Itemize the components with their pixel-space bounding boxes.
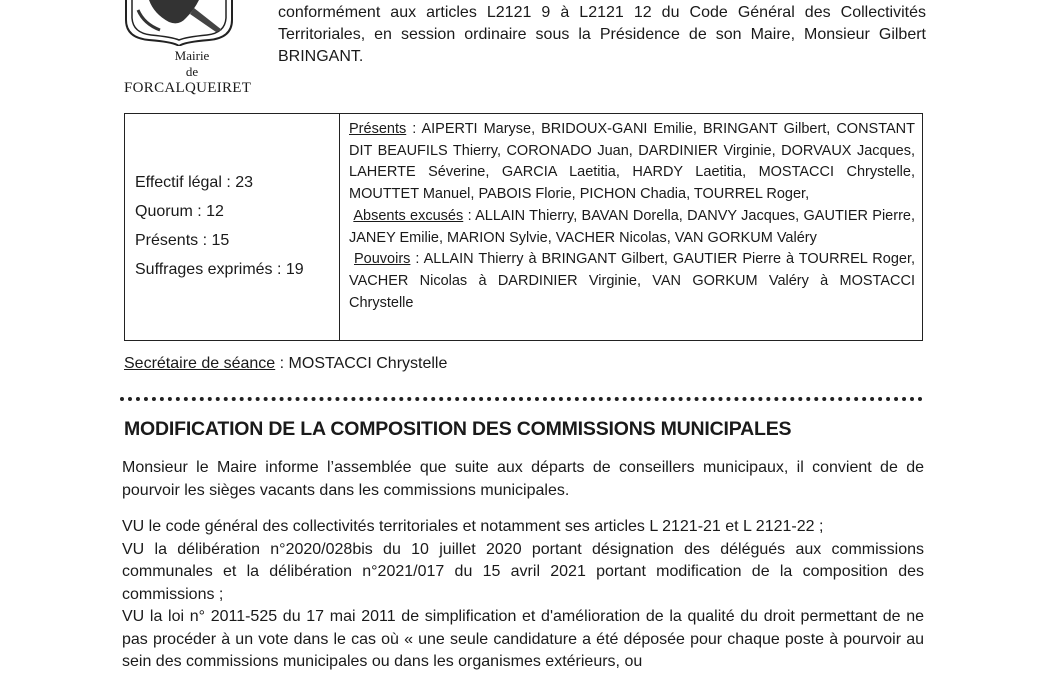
pouvoirs-names: : ALLAIN Thierry à BRINGANT Gilbert, GAUTIER Pierre à TOURREL Roger, VACHER Nicolas à DARDINIER Virginie, VAN GORKUM Valéry à MOSTACCI Chrystelle [349, 251, 915, 311]
secretaire-label: Secrétaire de séance [124, 355, 276, 372]
dotted-separator [120, 397, 923, 401]
intro-paragraph: conformément aux articles L2121 9 à L2121 12 du Code Général des Collectivités Territoriales, en session ordinaire sous la Présidence de son Maire, Monsieur Gilbert BRINGANT. [278, 4, 926, 65]
vu-item-1: VU le code général des collectivités territoriales et notamment ses articles L 2121-21 et L 2121-22 ; [122, 518, 824, 535]
secretaire-line [124, 353, 447, 375]
effectif-legal: Effectif légal : 23 [135, 174, 253, 191]
presents-count: Présents : 15 [135, 232, 230, 249]
mairie-label: Mairie [174, 48, 210, 63]
paragraph-1: Monsieur le Maire informe l’assemblée que suite aux départs de conseillers municipaux, il convient de de pourvoir les sièges vacants dans les commissions municipales. [122, 459, 924, 499]
suffrages-exprimes: Suffrages exprimés : 19 [135, 261, 304, 278]
presents-names: : AIPERTI Maryse, BRIDOUX-GANI Emilie, BRINGANT Gilbert, CONSTANT DIT BEAUFILS Thierry, CORONADO Juan, DARDINIER Virginie, DORVAUX Jacques, LAHERTE Séverine, GARCIA Laetitia, HARDY Laetitia, MOSTACCI Chrystelle, MOUTTET Manuel, PABOIS Florie, PICHON Chadia, TOURREL Roger, [349, 121, 915, 203]
mairie-de-label: de [185, 64, 199, 79]
absents-names: : ALLAIN Thierry, BAVAN Dorella, DANVY Jacques, GAUTIER Pierre, JANEY Emilie, MARION Sylvie, VACHER Nicolas, VAN GORKUM Valéry [349, 207, 916, 246]
section-intro [122, 457, 924, 502]
mairie-logo [124, 0, 260, 100]
pouvoirs-label: Pouvoirs [354, 251, 411, 268]
members-list [349, 119, 915, 314]
presents-paragraph [349, 119, 915, 206]
quorum: Quorum : 12 [135, 203, 224, 220]
absents-label: Absents excusés [353, 207, 464, 224]
presents-label: Présents [349, 121, 407, 137]
table-divider [339, 114, 340, 340]
absents-paragraph [349, 206, 915, 249]
attendance-table [124, 113, 923, 341]
commune-name: FORCALQUEIRET [124, 80, 252, 96]
vu-list [122, 516, 924, 674]
vu-item-2: VU la délibération n°2020/028bis du 10 juillet 2020 portant désignation des délégués aux commissions communales et la délibération n°2021/017 du 15 avril 2021 portant modification de la composition des commissions ; [122, 540, 924, 603]
coat-of-arms-icon [124, 0, 234, 46]
section-heading: MODIFICATION DE LA COMPOSITION DES COMMISSIONS MUNICIPALES [124, 418, 792, 440]
pouvoirs-paragraph [349, 249, 915, 314]
secretaire-value: : MOSTACCI Chrystelle [275, 355, 448, 372]
vu-item-3: VU la loi n° 2011-525 du 17 mai 2011 de simplification et d'amélioration de la qualité du droit permettant de ne pas procéder à un vote dans le cas où « une seule candidature a été déposée pour chaque poste à pourvoir au sein des commissions municipales ou dans les organismes extérieurs, ou [122, 608, 924, 670]
attendance-stats [135, 168, 335, 284]
